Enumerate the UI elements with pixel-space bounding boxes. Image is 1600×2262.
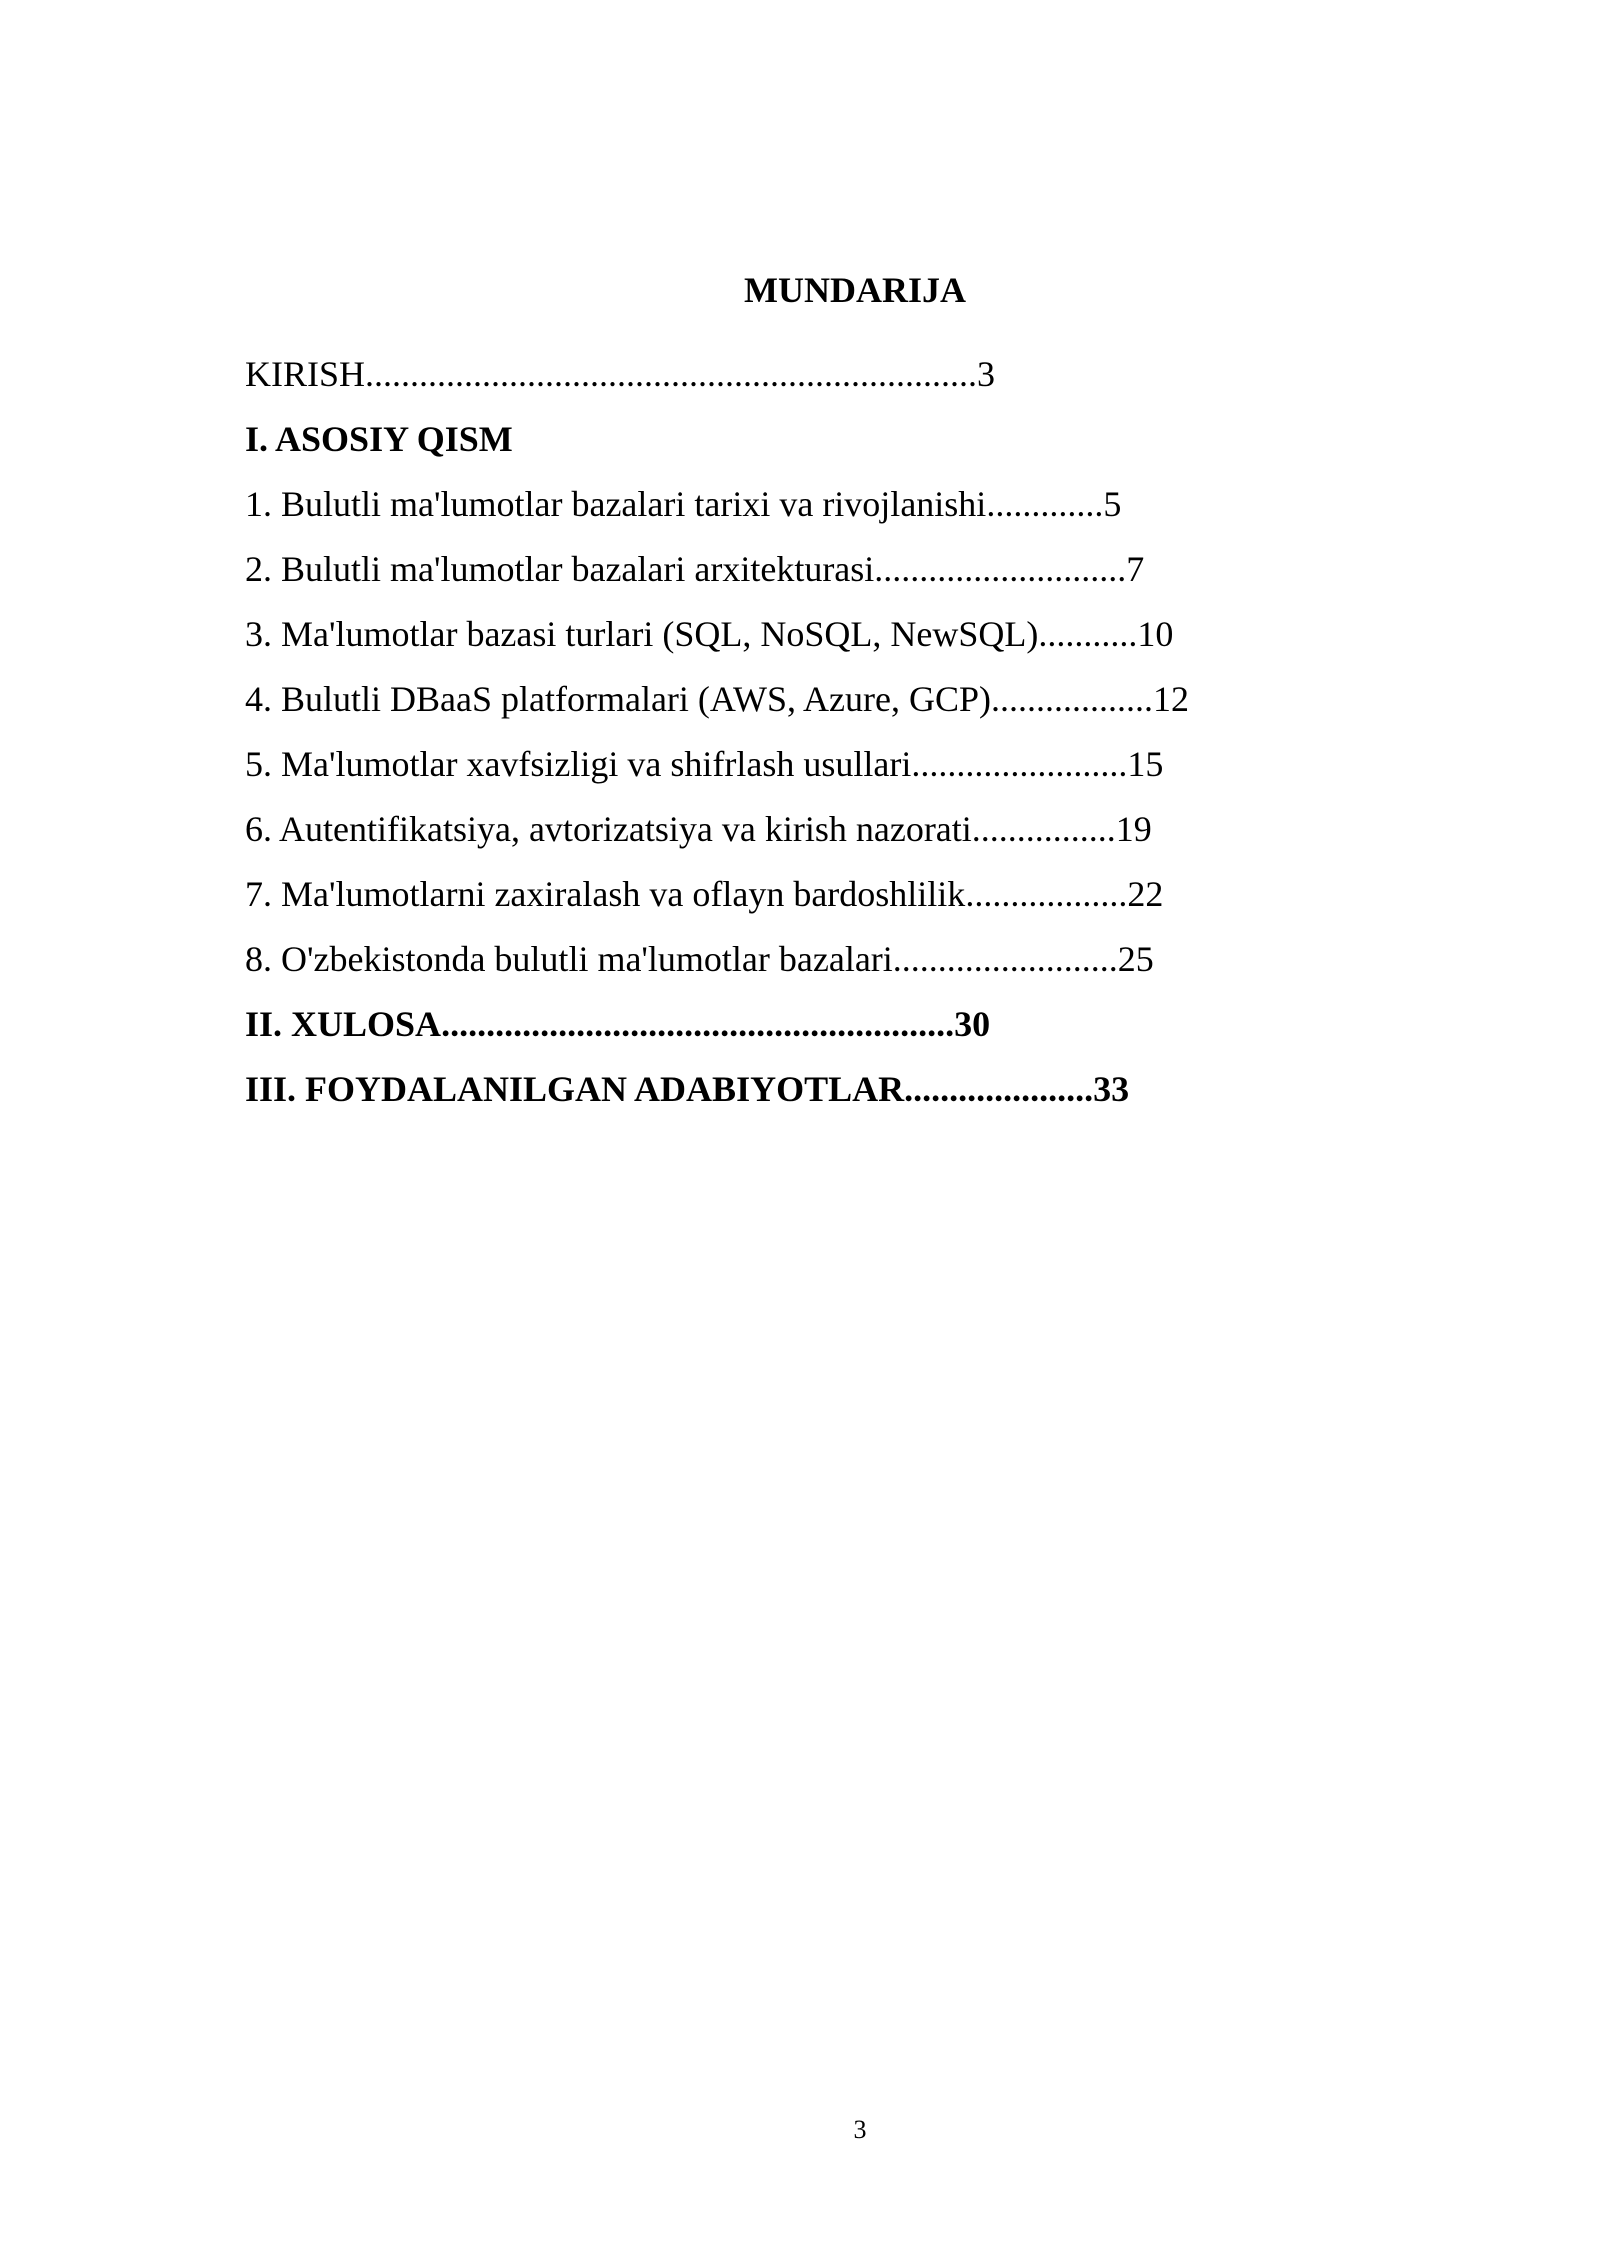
toc-leader-dots: .................. bbox=[965, 874, 1128, 914]
toc-entry-kirish bbox=[245, 348, 1189, 413]
toc-entry-asosiy-qism bbox=[245, 413, 1189, 478]
toc-entry-page: 12 bbox=[1153, 679, 1189, 719]
toc-leader-dots: ............................ bbox=[874, 549, 1127, 589]
toc-entry-page: 22 bbox=[1127, 874, 1164, 914]
toc-entry-xulosa bbox=[245, 998, 1189, 1063]
toc-entry-6 bbox=[245, 803, 1189, 868]
toc-entry-label: I. ASOSIY QISM bbox=[245, 419, 513, 459]
toc-entry-page: 15 bbox=[1127, 744, 1164, 784]
toc-leader-dots: ......................................................... bbox=[441, 1004, 955, 1044]
toc-entry-page: 30 bbox=[954, 1004, 991, 1044]
toc-entry-label: 2. Bulutli ma'lumotlar bazalari arxitekturasi bbox=[245, 549, 875, 589]
toc-entry-3 bbox=[245, 608, 1189, 673]
toc-leader-dots: ........................ bbox=[911, 744, 1128, 784]
toc-entry-label: 7. Ma'lumotlarni zaxiralash va oflayn bardoshlilik bbox=[245, 874, 966, 914]
toc-entry-4 bbox=[245, 673, 1189, 738]
table-of-contents bbox=[245, 348, 1189, 1128]
toc-entry-page: 5 bbox=[1103, 484, 1122, 524]
toc-leader-dots: ............. bbox=[986, 484, 1104, 524]
toc-entry-2 bbox=[245, 543, 1189, 608]
toc-entry-1 bbox=[245, 478, 1189, 543]
toc-entry-label: 3. Ma'lumotlar bazasi turlari (SQL, NoSQL, NewSQL) bbox=[245, 614, 1039, 654]
toc-leader-dots: ..................... bbox=[904, 1069, 1094, 1109]
toc-leader-dots: ................ bbox=[971, 809, 1116, 849]
toc-entry-page: 10 bbox=[1137, 614, 1174, 654]
toc-entry-label: 4. Bulutli DBaaS platformalari (AWS, Azure, GCP) bbox=[245, 679, 991, 719]
toc-leader-dots: ........... bbox=[1038, 614, 1138, 654]
toc-entry-label: KIRISH bbox=[245, 354, 366, 394]
toc-entry-8 bbox=[245, 933, 1189, 998]
toc-entry-label: 1. Bulutli ma'lumotlar bazalari tarixi va rivojlanishi bbox=[245, 484, 987, 524]
page-number: 3 bbox=[853, 2115, 867, 2144]
toc-entry-label: 5. Ma'lumotlar xavfsizligi va shifrlash usullari bbox=[245, 744, 912, 784]
toc-entry-label: III. FOYDALANILGAN ADABIYOTLAR bbox=[245, 1069, 905, 1109]
toc-entry-adabiyotlar bbox=[245, 1063, 1189, 1128]
toc-entry-page: 19 bbox=[1115, 809, 1152, 849]
toc-leader-dots: ......................... bbox=[892, 939, 1118, 979]
toc-entry-label: 8. O'zbekistonda bulutli ma'lumotlar bazalari bbox=[245, 939, 893, 979]
toc-entry-page: 33 bbox=[1093, 1069, 1130, 1109]
toc-title: MUNDARIJA bbox=[744, 270, 966, 310]
toc-entry-page: 7 bbox=[1126, 549, 1145, 589]
toc-entry-page: 3 bbox=[977, 354, 996, 394]
toc-entry-label: 6. Autentifikatsiya, avtorizatsiya va kirish nazorati bbox=[245, 809, 972, 849]
toc-entry-page: 25 bbox=[1117, 939, 1154, 979]
toc-leader-dots: .................. bbox=[991, 679, 1153, 719]
toc-entry-7 bbox=[245, 868, 1189, 933]
toc-entry-label: II. XULOSA bbox=[245, 1004, 442, 1044]
toc-entry-5 bbox=[245, 738, 1189, 803]
toc-leader-dots: .................................................................... bbox=[365, 354, 978, 394]
